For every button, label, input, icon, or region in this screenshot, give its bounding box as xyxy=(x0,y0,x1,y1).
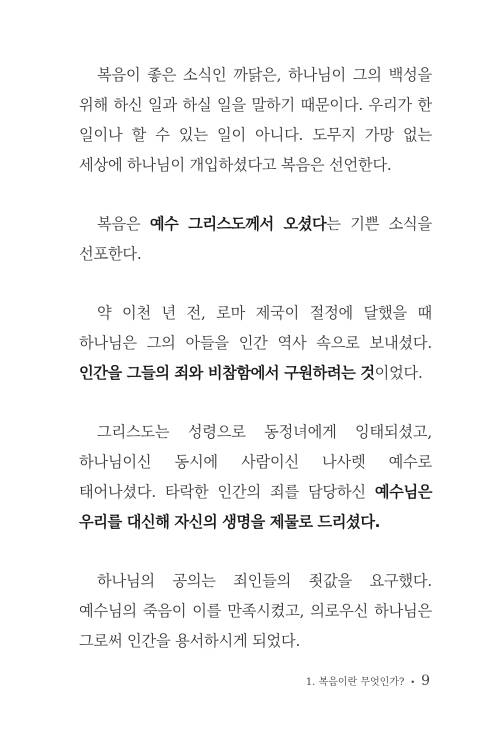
paragraph-1-text: 복음이 좋은 소식인 까닭은, 하나님이 그의 백성을 위해 하신 일과 하실 일을 말하기 때문이다. 우리가 한 일이나 할 수 있는 일이 아니다. 도무지 가망 없는 세상에 하나님이 개입하셨다고 복음은 선언한다. xyxy=(79,66,432,174)
paragraph-2 xyxy=(79,209,432,269)
paragraph-3 xyxy=(79,298,432,388)
paragraph-2-emphasis: 예수 그리스도께서 오셨다 xyxy=(149,215,327,233)
paragraph-3-emphasis: 인간을 그들의 죄와 비참함에서 구원하려는 것 xyxy=(79,364,375,382)
paragraph-3-text-a: 약 이천 년 전, 로마 제국이 절정에 달했을 때 하나님은 그의 아들을 인간 역사 속으로 보내셨다. xyxy=(79,304,432,352)
page-number: 9 xyxy=(421,673,430,689)
paragraph-5 xyxy=(79,566,432,656)
paragraph-2-text-a: 복음은 xyxy=(97,215,150,233)
paragraph-1 xyxy=(79,60,432,180)
paragraph-4 xyxy=(79,417,432,537)
paragraph-2-text-b: 는 기쁜 소식을 선포한다. xyxy=(79,215,433,263)
paragraph-3-text-b: 이었다. xyxy=(374,364,423,382)
chapter-title: 1. 복음이란 무엇인가? xyxy=(305,677,405,688)
paragraph-4-text-a: 그리스도는 성령으로 동정녀에게 잉태되셨고, 하나님이신 동시에 사람이신 나사렛 예수로 태어나셨다. 타락한 인간의 죄를 담당하신 xyxy=(79,423,432,501)
paragraph-4-emphasis: 예수님은 우리를 대신해 자신의 생명을 제물로 드리셨다. xyxy=(79,483,432,531)
footer-separator: • xyxy=(410,678,416,687)
paragraph-5-text: 하나님의 공의는 죄인들의 죗값을 요구했다. 예수님의 죽음이 이를 만족시켰고, 의로우신 하나님은 그로써 인간을 용서하시게 되었다. xyxy=(79,572,432,650)
running-footer xyxy=(306,673,430,689)
body-text xyxy=(79,60,432,656)
